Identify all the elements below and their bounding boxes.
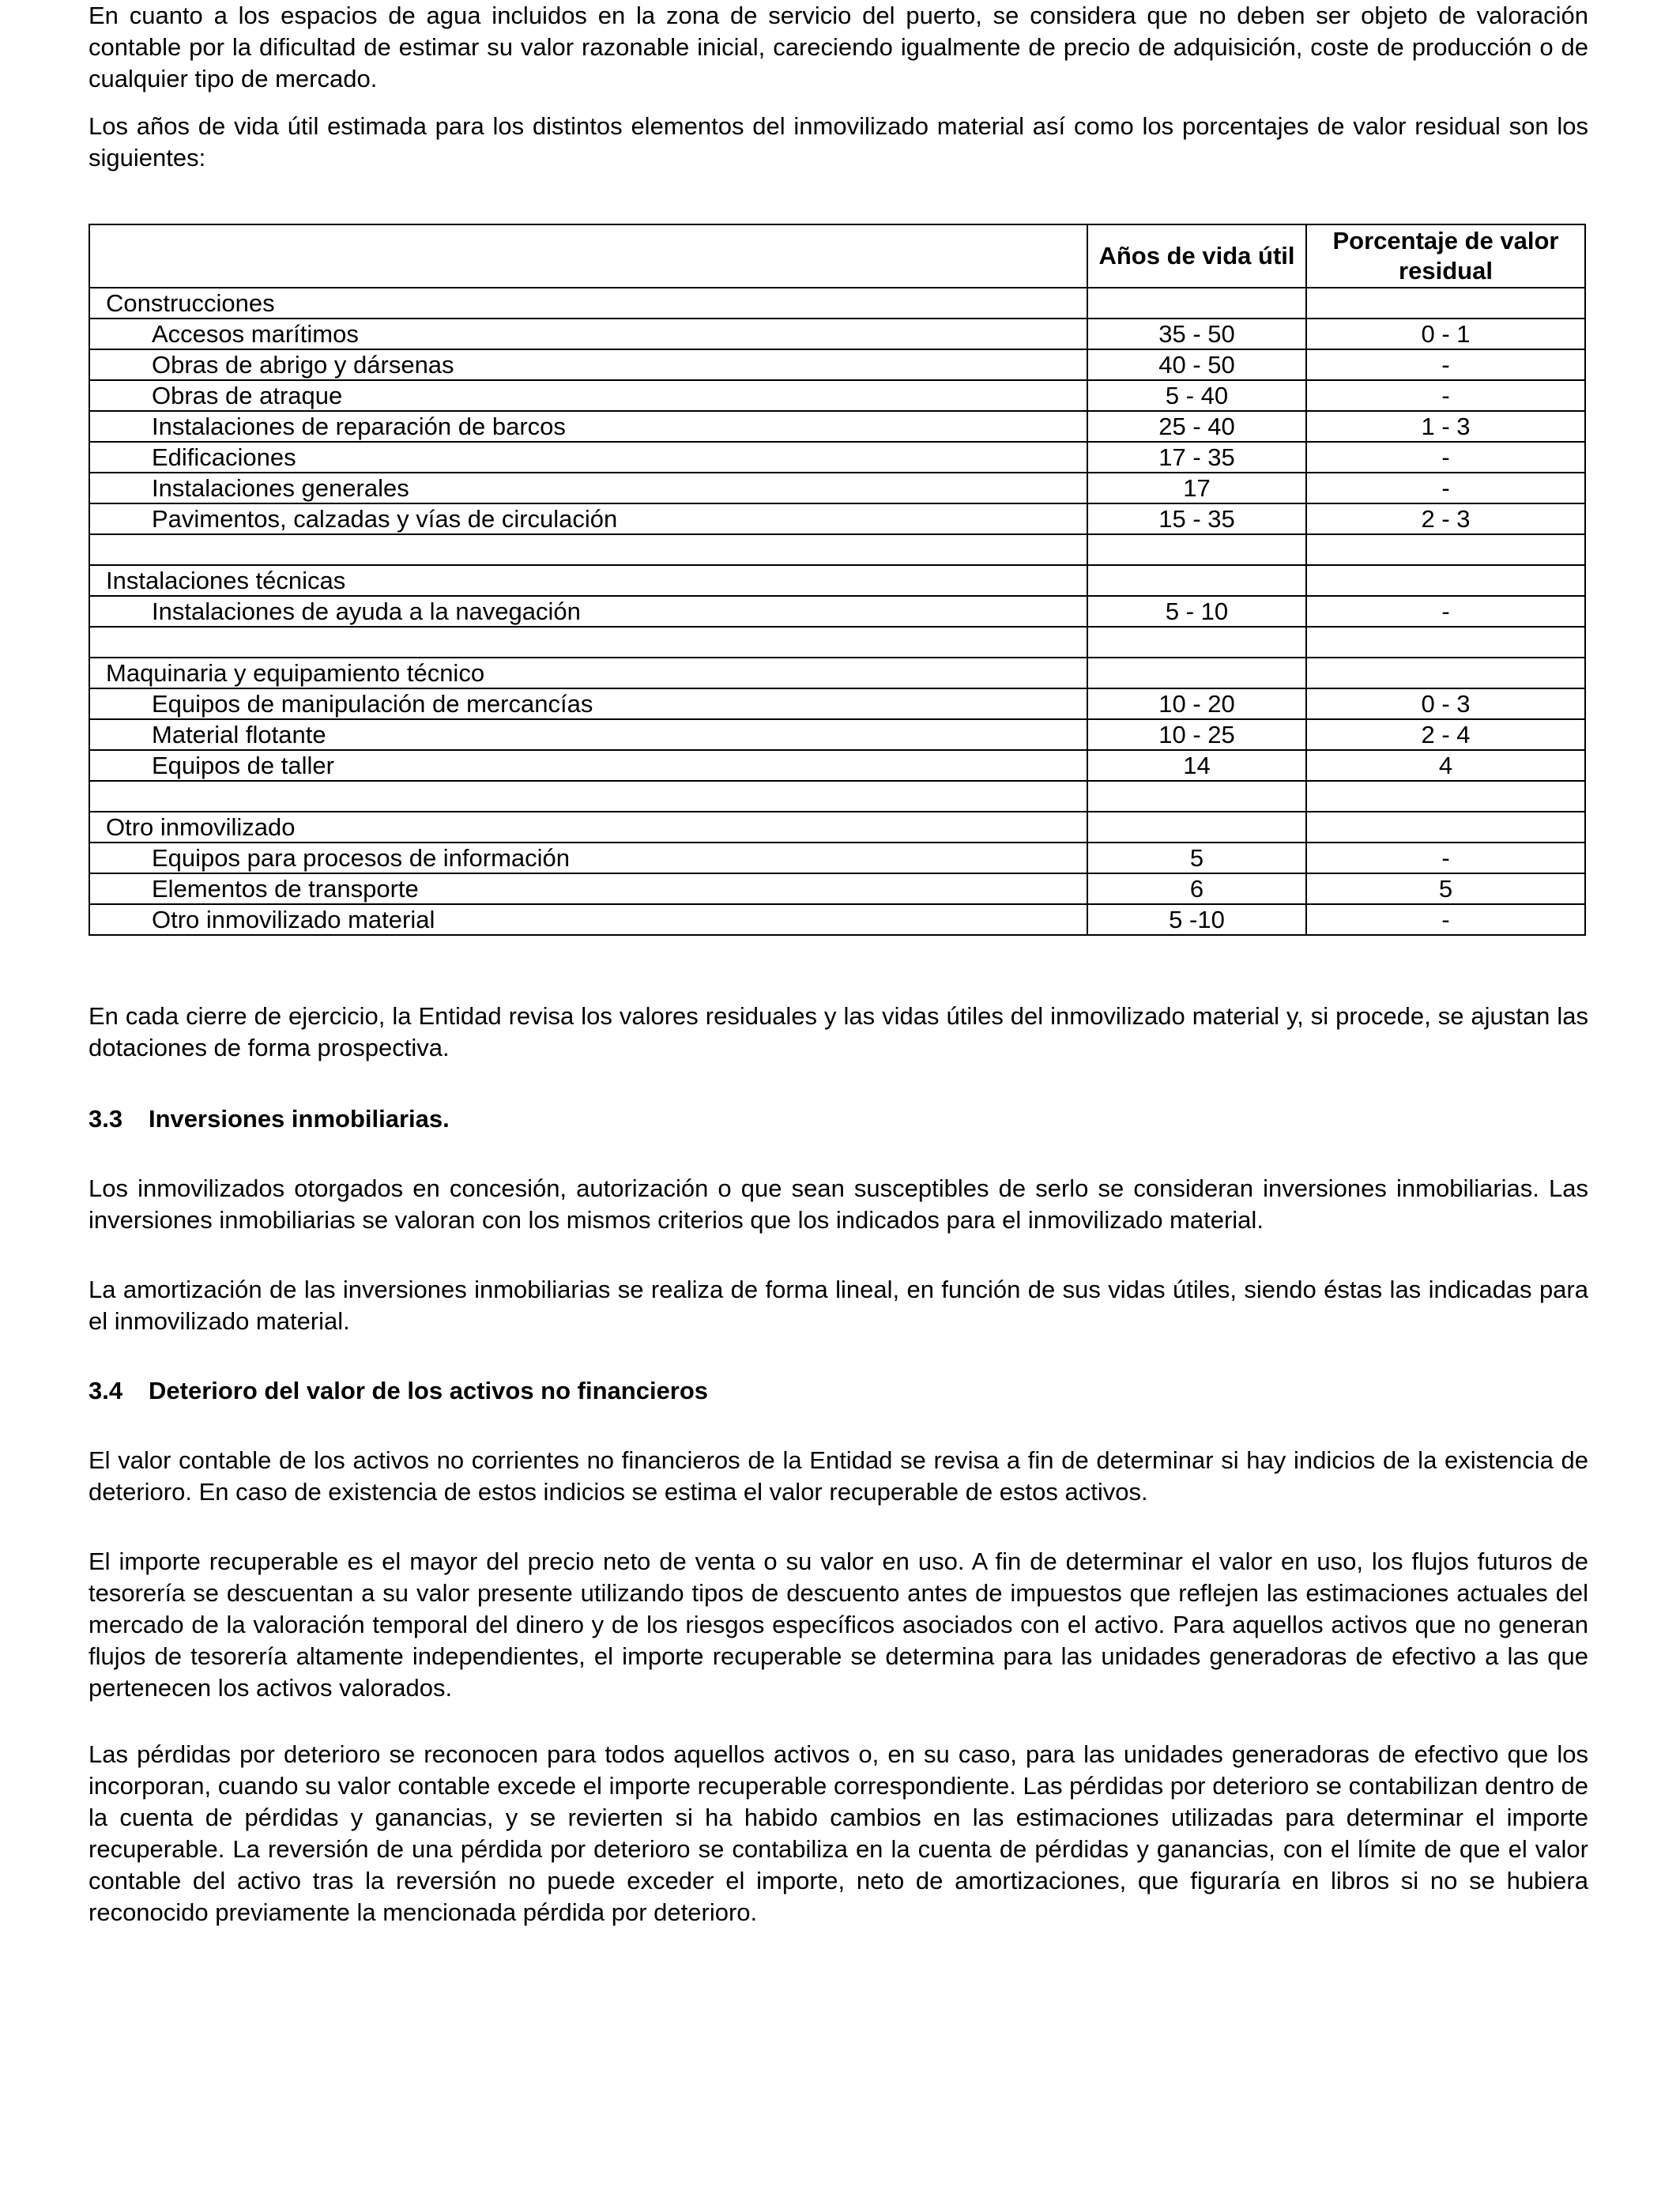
residual-value-percentage: - bbox=[1306, 904, 1585, 935]
table-category-row bbox=[89, 658, 1585, 688]
residual-value-percentage: 4 bbox=[1306, 750, 1585, 781]
asset-label bbox=[89, 534, 1087, 565]
residual-value-percentage bbox=[1306, 534, 1585, 565]
asset-label: Elementos de transporte bbox=[89, 873, 1087, 904]
asset-label: Material flotante bbox=[89, 719, 1087, 750]
table-body bbox=[89, 288, 1585, 935]
asset-label bbox=[89, 627, 1087, 658]
table-row bbox=[89, 349, 1585, 380]
table-row bbox=[89, 750, 1585, 781]
useful-life-years: 17 - 35 bbox=[1087, 442, 1306, 473]
table-row bbox=[89, 411, 1585, 442]
header-years: Años de vida útil bbox=[1087, 224, 1306, 288]
table-row bbox=[89, 719, 1585, 750]
asset-label: Edificaciones bbox=[89, 442, 1087, 473]
useful-life-years: 5 - 40 bbox=[1087, 380, 1306, 411]
useful-life-years bbox=[1087, 781, 1306, 812]
table-row bbox=[89, 503, 1585, 534]
table-row bbox=[89, 319, 1585, 349]
useful-life-years: 35 - 50 bbox=[1087, 319, 1306, 349]
asset-label: Obras de atraque bbox=[89, 380, 1087, 411]
category-label: Maquinaria y equipamiento técnico bbox=[89, 658, 1087, 688]
residual-value-percentage: - bbox=[1306, 473, 1585, 503]
residual-value-percentage: 2 - 4 bbox=[1306, 719, 1585, 750]
useful-life-years: 40 - 50 bbox=[1087, 349, 1306, 380]
table-spacer-row bbox=[89, 627, 1585, 658]
useful-life-years bbox=[1087, 658, 1306, 688]
useful-life-years: 5 -10 bbox=[1087, 904, 1306, 935]
useful-life-years: 5 bbox=[1087, 843, 1306, 873]
residual-value-percentage: 1 - 3 bbox=[1306, 411, 1585, 442]
residual-value-percentage: - bbox=[1306, 380, 1585, 411]
useful-life-years: 5 - 10 bbox=[1087, 596, 1306, 627]
intro-paragraph-1: En cuanto a los espacios de agua incluidos en la zona de servicio del puerto, se considera que no deben ser objeto de valoración contable por la dificultad de estimar su valor razonable inicial, careciendo igualmente de precio de adquisición, coste de producción o de cualquier tipo de mercado. bbox=[89, 2, 1588, 92]
table-row bbox=[89, 904, 1585, 935]
table-row bbox=[89, 596, 1585, 627]
header-residual: Porcentaje de valor residual bbox=[1306, 224, 1585, 288]
useful-life-table-grid bbox=[89, 224, 1586, 936]
table-header-row bbox=[89, 224, 1585, 288]
useful-life-years: 6 bbox=[1087, 873, 1306, 904]
category-label: Instalaciones técnicas bbox=[89, 565, 1087, 596]
table-category-row bbox=[89, 288, 1585, 319]
useful-life-years: 14 bbox=[1087, 750, 1306, 781]
category-label: Otro inmovilizado bbox=[89, 812, 1087, 843]
table-category-row bbox=[89, 812, 1585, 843]
asset-label: Instalaciones generales bbox=[89, 473, 1087, 503]
table-row bbox=[89, 442, 1585, 473]
residual-value-percentage bbox=[1306, 288, 1585, 319]
asset-label: Pavimentos, calzadas y vías de circulación bbox=[89, 503, 1087, 534]
asset-label: Instalaciones de reparación de barcos bbox=[89, 411, 1087, 442]
residual-value-percentage: 2 - 3 bbox=[1306, 503, 1585, 534]
residual-value-percentage: - bbox=[1306, 596, 1585, 627]
residual-value-percentage: 5 bbox=[1306, 873, 1585, 904]
residual-value-percentage: - bbox=[1306, 442, 1585, 473]
useful-life-years bbox=[1087, 812, 1306, 843]
asset-label: Equipos de taller bbox=[89, 750, 1087, 781]
section-3-4-paragraph-1: El valor contable de los activos no corrientes no financieros de la Entidad se revisa a fin de determinar si hay indicios de la existencia de deterioro. En caso de existencia de estos indicios se estima el valor recuperable de estos activos. bbox=[89, 1446, 1588, 1506]
table-row bbox=[89, 380, 1585, 411]
useful-life-table bbox=[89, 224, 1584, 936]
asset-label: Obras de abrigo y dársenas bbox=[89, 349, 1087, 380]
section-3-3-paragraph-2: La amortización de las inversiones inmobiliarias se realiza de forma lineal, en función de sus vidas útiles, siendo éstas las indicadas para el inmovilizado material. bbox=[89, 1276, 1588, 1335]
useful-life-years bbox=[1087, 565, 1306, 596]
residual-value-percentage bbox=[1306, 627, 1585, 658]
section-3-3-title: Inversiones inmobiliarias. bbox=[149, 1105, 450, 1133]
section-3-3-paragraph-1: Los inmovilizados otorgados en concesión, autorización o que sean susceptibles de serlo se consideran inversiones inmobiliarias. Las inversiones inmobiliarias se valoran con los mismos criterios que los indicados para el inmovilizado material. bbox=[89, 1174, 1588, 1234]
residual-value-percentage: 0 - 1 bbox=[1306, 319, 1585, 349]
useful-life-years: 10 - 20 bbox=[1087, 688, 1306, 719]
residual-value-percentage: - bbox=[1306, 843, 1585, 873]
section-3-4-heading bbox=[89, 1375, 1588, 1407]
useful-life-years: 17 bbox=[1087, 473, 1306, 503]
section-3-4-title: Deterioro del valor de los activos no financieros bbox=[149, 1377, 709, 1404]
after-table-paragraph: En cada cierre de ejercicio, la Entidad revisa los valores residuales y las vidas útiles del inmovilizado material y, si procede, se ajustan las dotaciones de forma prospectiva. bbox=[89, 1002, 1588, 1061]
asset-label: Equipos para procesos de información bbox=[89, 843, 1087, 873]
table-row bbox=[89, 873, 1585, 904]
table-row bbox=[89, 473, 1585, 503]
useful-life-years: 10 - 25 bbox=[1087, 719, 1306, 750]
table-row bbox=[89, 843, 1585, 873]
section-3-3-heading bbox=[89, 1103, 1588, 1135]
residual-value-percentage bbox=[1306, 781, 1585, 812]
section-3-4-number: 3.4 bbox=[89, 1377, 123, 1404]
residual-value-percentage bbox=[1306, 812, 1585, 843]
asset-label: Instalaciones de ayuda a la navegación bbox=[89, 596, 1087, 627]
residual-value-percentage: - bbox=[1306, 349, 1585, 380]
section-3-4-paragraph-2: El importe recuperable es el mayor del precio neto de venta o su valor en uso. A fin de determinar el valor en uso, los flujos futuros de tesorería se descuentan a su valor presente utilizando tipos de descuento antes de impuestos que reflejen las estimaciones actuales del mercado de la valoración temporal del dinero y de los riesgos específicos asociados con el activo. Para aquellos activos que no generan flujos de tesorería altamente independientes, el importe recuperable se determina para las unidades generadoras de efectivo a las que pertenecen los activos valorados. bbox=[89, 1547, 1588, 1702]
useful-life-years bbox=[1087, 534, 1306, 565]
useful-life-years bbox=[1087, 288, 1306, 319]
section-3-4-paragraph-3: Las pérdidas por deterioro se reconocen para todos aquellos activos o, en su caso, para las unidades generadoras de efectivo que los incorporan, cuando su valor contable excede el importe recuperable correspondiente. Las pérdidas por deterioro se contabilizan dentro de la cuenta de pérdidas y ganancias, y se revierten si ha habido cambios en las estimaciones utilizadas para determinar el importe recuperable. La reversión de una pérdida por deterioro se contabiliza en la cuenta de pérdidas y ganancias, con el límite de que el valor contable del activo tras la reversión no puede exceder el importe, neto de amortizaciones, que figuraría en libros si no se hubiera reconocido previamente la mencionada pérdida por deterioro. bbox=[89, 1740, 1588, 1926]
asset-label bbox=[89, 781, 1087, 812]
category-label: Construcciones bbox=[89, 288, 1087, 319]
useful-life-years: 25 - 40 bbox=[1087, 411, 1306, 442]
residual-value-percentage bbox=[1306, 658, 1585, 688]
header-empty-cell bbox=[89, 224, 1087, 288]
asset-label: Equipos de manipulación de mercancías bbox=[89, 688, 1087, 719]
residual-value-percentage: 0 - 3 bbox=[1306, 688, 1585, 719]
table-spacer-row bbox=[89, 534, 1585, 565]
asset-label: Accesos marítimos bbox=[89, 319, 1087, 349]
intro-paragraph-2: Los años de vida útil estimada para los distintos elementos del inmovilizado material así como los porcentajes de valor residual son los siguientes: bbox=[89, 112, 1588, 172]
residual-value-percentage bbox=[1306, 565, 1585, 596]
table-category-row bbox=[89, 565, 1585, 596]
section-3-3-number: 3.3 bbox=[89, 1105, 123, 1133]
table-spacer-row bbox=[89, 781, 1585, 812]
table-row bbox=[89, 688, 1585, 719]
useful-life-years bbox=[1087, 627, 1306, 658]
useful-life-years: 15 - 35 bbox=[1087, 503, 1306, 534]
asset-label: Otro inmovilizado material bbox=[89, 904, 1087, 935]
